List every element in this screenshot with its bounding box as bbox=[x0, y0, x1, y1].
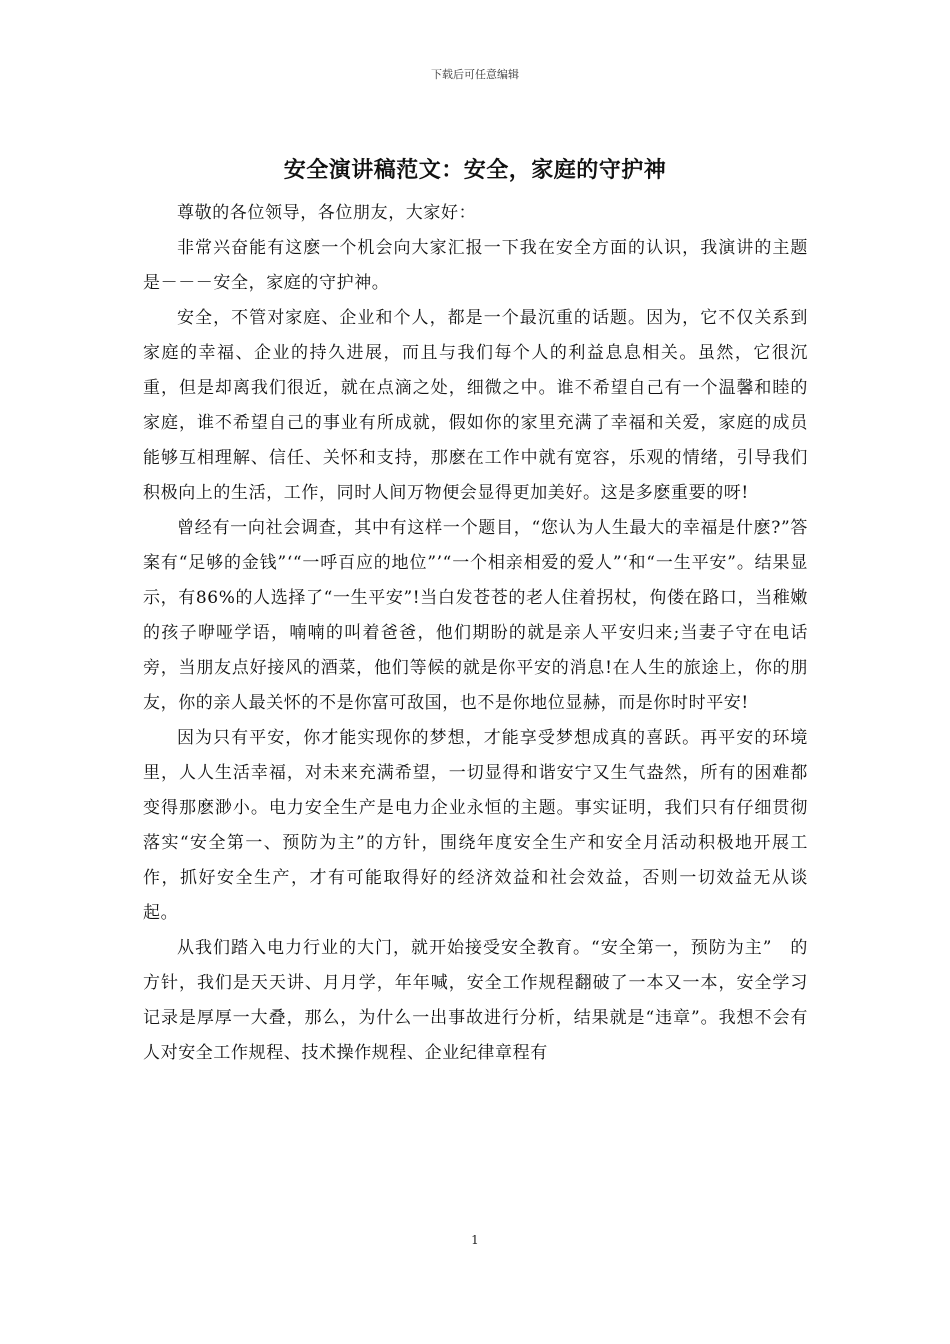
body-paragraph: 从我们踏入电力行业的大门，就开始接受安全教育。“安全第一，预防为主” 的方针，我们是天天讲、月月学，年年喊，安全工作规程翻破了一本又一本，安全学习记录是厚厚一大叠，那么，为什么一出事故进行分析，结果就是“违章”。我想不会有人对安全工作规程、技术操作规程、企业纪律章程有 bbox=[143, 938, 808, 1063]
body-paragraph: 曾经有一向社会调查，其中有这样一个题目，“您认为人生最大的幸福是什麽?”答案有“足够的金钱”‘“一呼百应的地位”’“一个相亲相爱的爱人”‘和“一生平安”。结果显示，有86%的人选择了“一生平安”!当白发苍苍的老人住着拐杖，佝偻在路口，当稚嫩的孩子咿哑学语，喃喃的叫着爸爸，他们期盼的就是亲人平安归来;当妻子守在电话旁，当朋友点好接风的酒菜，他们等候的就是你平安的消息!在人生的旅途上，你的朋友，你的亲人最关怀的不是你富可敌国，也不是你地位显赫，而是你时时平安! bbox=[143, 518, 808, 713]
body-paragraph: 安全，不管对家庭、企业和个人，都是一个最沉重的话题。因为，它不仅关系到家庭的幸福、企业的持久进展，而且与我们每个人的利益息息相关。虽然，它很沉重，但是却离我们很近，就在点滴之处，细微之中。谁不希望自己有一个温馨和睦的家庭，谁不希望自己的事业有所成就，假如你的家里充满了幸福和关爱，家庭的成员能够互相理解、信任、关怀和支持，那麽在工作中就有宽容，乐观的情绪，引导我们积极向上的生活，工作，同时人间万物便会显得更加美好。这是多麽重要的呀! bbox=[143, 308, 808, 503]
document-body bbox=[143, 196, 808, 1071]
document-title: 安全演讲稿范文：安全，家庭的守护神 bbox=[283, 157, 667, 183]
body-paragraph: 非常兴奋能有这麽一个机会向大家汇报一下我在安全方面的认识，我演讲的主题是－－－安全，家庭的守护神。 bbox=[143, 238, 808, 293]
page-number: 1 bbox=[471, 1233, 479, 1247]
header-note: 下载后可任意编辑 bbox=[431, 68, 519, 81]
body-paragraph: 因为只有平安，你才能实现你的梦想，才能享受梦想成真的喜跃。再平安的环境里，人人生活幸福，对未来充满希望，一切显得和谐安宁又生气盎然，所有的困难都变得那麽渺小。电力安全生产是电力企业永恒的主题。事实证明，我们只有仔细贯彻落实“安全第一、预防为主”的方针，围绕年度安全生产和安全月活动积极地开展工作，抓好安全生产，才有可能取得好的经济效益和社会效益，否则一切效益无从谈起。 bbox=[143, 728, 808, 923]
salutation-paragraph: 尊敬的各位领导，各位朋友，大家好： bbox=[177, 203, 477, 223]
